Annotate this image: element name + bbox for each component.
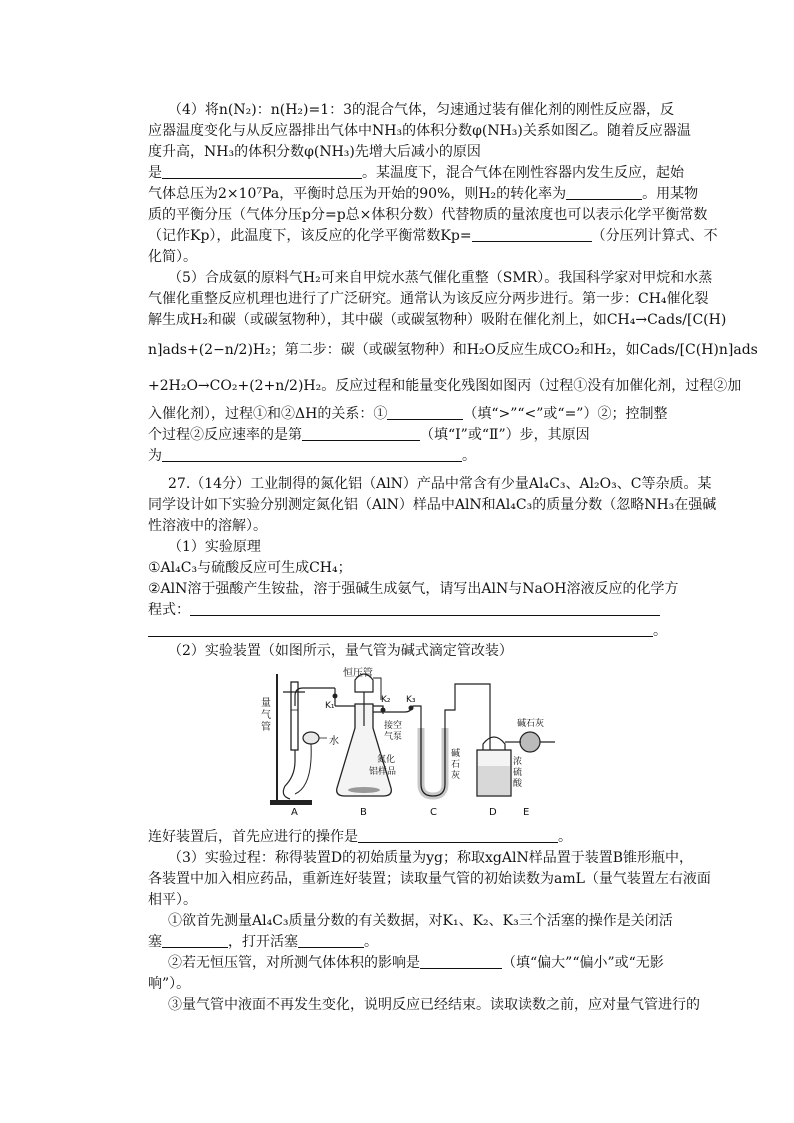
part3-item1-line-2: [148, 932, 670, 952]
part3-item1-text-d: 。: [364, 934, 378, 950]
label-pressure-tube: 恒压管: [343, 668, 373, 679]
q4-line-4-text-b: 。某温度下，混合气体在刚性容器内发生反应，起始: [362, 165, 684, 181]
part2-after: [148, 827, 670, 847]
answer-blank[interactable]: [162, 164, 362, 179]
q4-line-8: 化简）。: [148, 249, 197, 265]
q5-line-8-text-b: 。: [462, 448, 476, 464]
label-soda-lime-c-1: 碱: [451, 749, 461, 759]
label-water: 水: [329, 736, 339, 747]
leveling-bulb: [303, 732, 319, 744]
label-k2: K₂: [381, 695, 391, 705]
stand-base: [270, 800, 312, 805]
part2-title: （2）实验装置（如图所示，量气管为碱式滴定管改装）: [168, 643, 513, 659]
answer-blank[interactable]: [420, 954, 502, 969]
label-soda-lime-e: 碱石灰: [517, 719, 545, 729]
label-k1: K₁: [325, 701, 335, 711]
q4-line-3: 度升高，NH₃的体积分数φ(NH₃)先增大后减小的原因: [148, 144, 481, 160]
q5-line-6: [148, 404, 670, 424]
part1-title: （1）实验原理: [168, 539, 261, 555]
drying-tube: [520, 732, 540, 752]
part3-item2-line-2: 响”）。: [148, 976, 191, 992]
part3-item1-line-1: ①欲首先测量Al₄C₃质量分数的有关数据，对K₁、K₂、K₃三个活塞的操作是关闭活: [168, 913, 673, 929]
label-soda-lime-c-3: 灰: [451, 771, 461, 781]
label-k3: K₃: [406, 695, 416, 705]
answer-blank[interactable]: [190, 601, 660, 616]
q5-line-2: 气催化重整反应机理也进行了广泛研究。通常认为该反应分两步进行。第一步：CH₄催化裂: [148, 291, 709, 307]
label-acid-1: 浓: [513, 757, 523, 767]
part3-line-1: （3）实验过程：称得装置D的初始质量为yg；称取xgAlN样品置于装置B锥形瓶中，: [168, 850, 693, 866]
part1-item-c-text: 程式：: [148, 602, 190, 618]
q5-line-1: （5）合成氨的原料气H₂可来自甲烷水蒸气催化重整（SMR）。我国科学家对甲烷和水蒸: [168, 270, 713, 286]
label-soda-lime-c-2: 石: [451, 760, 461, 770]
part3-item2-line-1: [168, 953, 690, 973]
part1-item-d: [148, 621, 670, 641]
q5-line-6-text-a: 入催化剂），过程①和②ΔH的关系：①: [148, 406, 388, 422]
label-sample-1: 氮化: [377, 755, 396, 765]
label-burette-1: 量: [261, 698, 271, 709]
q4-line-2: 应器温度变化与从反应器排出气体中NH₃的体积分数φ(NH₃)关系如图乙。随着反应器温: [148, 123, 691, 139]
q5-line-6-text-b: （填“>”“<”或“=”）②；控制整: [463, 406, 668, 422]
q27-line-3: 性溶液中的溶解）。: [148, 518, 267, 534]
part3-item2-text-a: ②若无恒压管，对所测气体体积的影响是: [168, 955, 420, 971]
label-d: D: [489, 807, 497, 816]
answer-blank[interactable]: [358, 828, 558, 843]
label-acid-3: 酸: [513, 779, 523, 789]
apparatus-figure: [255, 666, 565, 816]
part3-line-2: 各装置中加入相应药品，重新连好装置；读取量气管的初始读数为amL（量气装置左右液面: [148, 871, 711, 887]
part1-item-c: [148, 600, 670, 620]
q5-line-4: n]ads+(2−n/2)H₂；第二步：碳（或碳氢物种）和H₂O反应生成CO₂和H₂，如Cads/[C(H)n]ads: [148, 342, 758, 358]
label-burette-2: 气: [261, 710, 271, 721]
q27-line-2: 同学设计如下实验分别测定氮化铝（AlN）样品中AlN和Al₄C₃的质量分数（忽略NH₃在强碱: [148, 497, 717, 513]
part3-item1-text-b: 塞: [148, 934, 162, 950]
label-e: E: [523, 807, 530, 816]
label-burette-3: 管: [261, 722, 271, 733]
part3-line-3: 相平）。: [148, 892, 197, 908]
answer-blank[interactable]: [302, 426, 420, 441]
part1-item-a: ①Al₄C₃与硫酸反应可生成CH₄；: [148, 560, 352, 576]
answer-blank[interactable]: [387, 405, 463, 420]
part2-after-text-b: 。: [558, 829, 572, 845]
part1-item-b: ②AlN溶于强酸产生铵盐，溶于强碱生成氨气，请写出AlN与NaOH溶液反应的化学方: [148, 581, 679, 597]
q5-line-7-text-a: 个过程②反应速率的是第: [148, 427, 302, 443]
q4-line-5: [148, 184, 699, 204]
label-b: B: [360, 807, 367, 816]
label-acid-2: 硫: [513, 768, 523, 778]
part2-after-text-a: 连好装置后，首先应进行的操作是: [148, 829, 358, 845]
q5-line-7: [148, 425, 670, 445]
q27-line-1: 27.（14分）工业制得的氮化铝（AlN）产品中常含有少量Al₄C₃、Al₂O₃、C等杂质。某: [168, 476, 712, 492]
part3-item3-line-1: ③量气管中液面不再发生变化，说明反应已经结束。读取读数之前，应对量气管进行的: [168, 997, 700, 1013]
part3-item2-text-b: （填“偏大”“偏小”或“无影: [502, 955, 664, 971]
q5-line-5: +2H₂O→CO₂+(2+n/2)H₂。反应过程和能量变化残图如图丙（过程①没有加催化剂，过程②加: [148, 378, 742, 394]
answer-blank[interactable]: [298, 933, 364, 948]
label-air-pump-2: 气泵: [384, 732, 403, 742]
q5-line-7-text-b: （填“Ⅰ”或“Ⅱ”）步，其原因: [420, 427, 590, 443]
q4-line-5-text-b: 。用某物: [642, 186, 699, 202]
answer-blank[interactable]: [162, 933, 228, 948]
label-a: A: [291, 807, 298, 816]
label-air-pump-1: 接空: [384, 721, 403, 731]
q4-line-7-text-a: （记作Kp），此温度下，该反应的化学平衡常数Kp=: [148, 228, 472, 244]
label-sample-2: 铝样品: [369, 767, 397, 777]
q4-line-5-text-a: 气体总压为2×10⁷Pa，平衡时总压为开始的90%，则H₂的转化率为: [148, 186, 567, 202]
q4-line-4-text-a: 是: [148, 165, 162, 181]
part1-item-d-text: 。: [653, 623, 667, 639]
q4-line-1: （4）将n(N₂)：n(H₂)=1：3的混合气体，匀速通过装有催化剂的刚性反应器，反: [168, 102, 675, 118]
answer-blank[interactable]: [162, 447, 462, 462]
q4-line-7-text-b: （分压列计算式、不: [591, 228, 718, 244]
answer-blank[interactable]: [472, 227, 592, 242]
q4-line-4: [148, 163, 684, 183]
valve-k3[interactable]: [409, 706, 414, 711]
label-c: C: [430, 807, 437, 816]
valve-k1[interactable]: [333, 694, 338, 699]
q5-line-8: [148, 446, 670, 466]
q5-line-3: 解生成H₂和碳（或碳氢物种），其中碳（或碳氢物种）吸附在催化剂上，如CH₄→Cads/[C(H): [148, 312, 727, 328]
answer-blank[interactable]: [566, 185, 642, 200]
answer-blank[interactable]: [148, 622, 653, 637]
q4-line-7: [148, 226, 718, 246]
q5-line-8-text-a: 为: [148, 448, 162, 464]
q4-line-6: 质的平衡分压（气体分压p分=p总×体积分数）代替物质的量浓度也可以表示化学平衡常数: [148, 207, 708, 223]
part3-item1-text-c: ，打开活塞: [228, 934, 298, 950]
